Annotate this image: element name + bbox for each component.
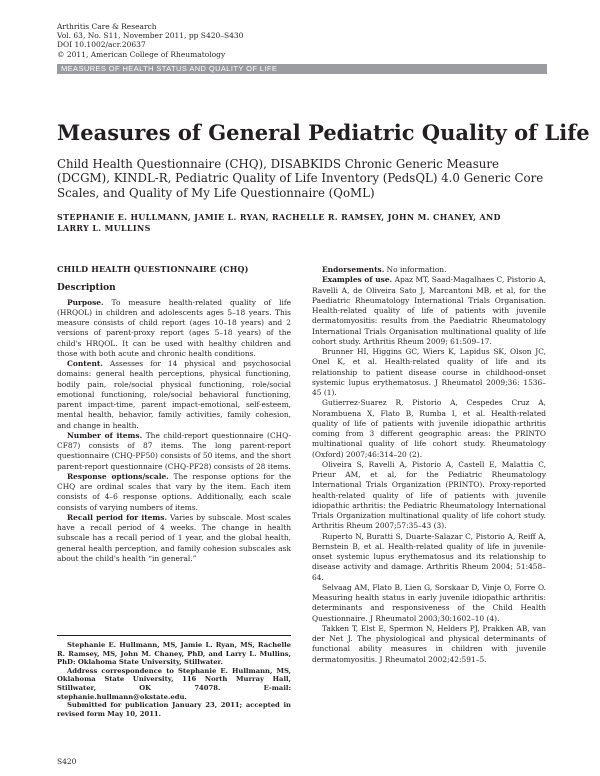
author-footnote bbox=[57, 641, 291, 718]
items-paragraph bbox=[57, 431, 291, 472]
reference-item: Gutierrez-Suarez R, Pistorio A, Cespedes Cruz A, Norambuena X, Flato B, Rumba I, et al. Health-related quality of life of patients with juvenile idiopathic arthritis coming from 3 different geographic areas: the PRINTO multinational quality of life cohort study. Rheumatology (Oxford) 2007;46:314–20 (2). bbox=[312, 398, 546, 459]
response-paragraph bbox=[57, 472, 291, 513]
purpose-label: Purpose. bbox=[67, 297, 104, 307]
journal-meta bbox=[57, 22, 243, 59]
section-heading-chq: CHILD HEALTH QUESTIONNAIRE (CHQ) bbox=[57, 264, 249, 274]
content-text: Assesses for 14 physical and psychosocial domains: general health perceptions, physical functioning, bodily pain, role/social physical functioning, role/social emotional functioning, role/social behavioral functioning, parent impact-time, parent impact-emotional, self-esteem, mental health, behavior, family activities, family cohesion, and change in health. bbox=[57, 359, 291, 430]
journal-doi: DOI 10.1002/acr.20637 bbox=[57, 40, 146, 50]
purpose-text: To measure health-related quality of life (HRQOL) in children and adolescents ages 5–18 years. This measure consists of child report (ages 10–18 years) and 2 versions of parent-proxy report (ages 5–18 years) of the child's HRQOL. It can be used with healthy children and those with both acute and chronic health conditions. bbox=[57, 297, 291, 358]
section-label-bar: MEASURES OF HEALTH STATUS AND QUALITY OF LIFE bbox=[57, 64, 547, 74]
footnote-affiliation: Stephanie E. Hullmann, MS, Jamie L. Ryan, MS, Rachelle R. Ramsey, MS, John M. Chaney, PhD, and Larry L. Mullins, PhD: Oklahoma State University, Stillwater. bbox=[57, 641, 291, 667]
items-label: Number of items. bbox=[67, 430, 143, 440]
items-text: The child-report questionnaire (CHQ-CF87) consists of 87 items. The long parent-report questionnaire (CHQ-PF50) consists of 50 items, and the short parent-report questionnaire (CHQ-PF28) consists of 28 items. bbox=[57, 430, 292, 471]
recall-text: Varies by subscale. Most scales have a recall period of 4 weeks. The change in health subscale has a recall period of 1 year, and the global health, general health perception, and family cohesion subscales ask about the child's health “in general.” bbox=[57, 512, 291, 563]
response-label: Response options/scale. bbox=[67, 471, 169, 481]
content-paragraph bbox=[57, 359, 291, 431]
author-list bbox=[57, 212, 547, 234]
examples-text: Apaz MT, Saad-Magalhaes C, Pistorio A, Ravelli A, de Oliveira Sato J, Marcantoni MB, et al, for the Paediatric Rheumatology International Trials Organisation. Health-related quality of life of patients with juvenile dermatomyositis: results from the Paediatric Rheumatology International Trials Organisation multinational quality of life cohort study. Arthritis Rheum 2009; 61:509–17. bbox=[312, 275, 546, 346]
article-title: Measures of General Pediatric Quality of Life bbox=[57, 120, 590, 145]
author-line-1: STEPHANIE E. HULLMANN, JAMIE L. RYAN, RACHELLE R. RAMSEY, JOHN M. CHANEY, AND bbox=[57, 213, 501, 222]
purpose-paragraph bbox=[57, 298, 291, 360]
footnote-divider bbox=[57, 635, 291, 636]
content-label: Content. bbox=[67, 359, 103, 368]
left-column bbox=[57, 265, 291, 564]
reference-item: Selvaag AM, Flato B, Lien G, Sorskaar D, Vinje O, Forre O. Measuring health status in early juvenile idiopathic arthritis: determinants and responsiveness of the Child Health Questionnaire. J Rheumatol 2003;30:1602–10 (4). bbox=[312, 582, 546, 623]
article-subtitle: Child Health Questionnaire (CHQ), DISABKIDS Chronic Generic Measure (DCGM), KINDL-R, Pediatric Quality of Life Inventory (PedsQL) 4.0 Generic Core Scales, and Quality of My Life Questionnaire (QoML) bbox=[57, 157, 544, 200]
endorsements-label: Endorsements. bbox=[322, 265, 385, 274]
journal-volume: Vol. 63, No. S11, November 2011, pp S420–S430 bbox=[57, 31, 244, 41]
description-heading: Description bbox=[57, 283, 116, 294]
recall-label: Recall period for items. bbox=[67, 512, 168, 522]
footnote-correspondence: Address correspondence to Stephanie E. Hullmann, MS, Oklahoma State University, 116 North Murray Hall, Stillwater, OK 74078. E-mail: stephanie.hullmann@okstate.edu. bbox=[57, 666, 291, 701]
reference-item: Oliveira S, Ravelli A, Pistorio A, Castell E, Malattia C, Prieur AM, et al, for the Pediatric Rheumatology International Trials Organization (PRINTO). Proxy-reported health-related quality of life of patients with juvenile idiopathic arthritis: the Pediatric Rheumatology International Trials Organization multinational quality of life cohort study. Arthritis Rheum 2007;57:35–43 (3). bbox=[312, 459, 546, 531]
reference-item: Brunner HI, Higgins GC, Wiers K, Lapidus SK, Olson JC, Onel K, et al. Health-related quality of life and its relationship to patient disease course in childhood-onset systemic lupus erythematosus. J Rheumatol 2009;36: 1536–45 (1). bbox=[312, 347, 546, 397]
response-text: The response options for the CHQ are ordinal scales that vary by the item. Each item consists of 4–6 response options. Additionally, each scale consists of varying numbers of items. bbox=[57, 471, 291, 512]
examples-paragraph bbox=[312, 275, 546, 347]
reference-item: Ruperto N, Buratti S, Duarte-Salazar C, Pistorio A, Reiff A, Bernstein B, et al. Health-related quality of life in juvenile-onset systemic lupus erythematosus and its relationship to disease activity and damage. Arthritis Rheum 2004; 51:458–64. bbox=[312, 531, 546, 582]
endorsements-paragraph bbox=[312, 265, 546, 275]
endorsements-text: No information. bbox=[384, 265, 447, 274]
right-column bbox=[312, 265, 546, 665]
reference-item: Takken T, Elst E, Spermon N, Helders PJ, Prakken AB, van der Net J. The physiological and physical determinants of functional ability measures in children with juvenile dermatomyositis. J Rheumatol 2002;42:591–5. bbox=[312, 623, 546, 664]
author-line-2: LARRY L. MULLINS bbox=[57, 224, 151, 233]
journal-copyright: © 2011, American College of Rheumatology bbox=[57, 49, 226, 59]
footnote-submitted: Submitted for publication January 23, 2011; accepted in revised form May 10, 2011. bbox=[57, 701, 291, 718]
page-number: S420 bbox=[57, 757, 77, 766]
journal-name: Arthritis Care & Research bbox=[57, 22, 157, 31]
examples-label: Examples of use. bbox=[322, 275, 393, 285]
recall-paragraph bbox=[57, 513, 291, 564]
